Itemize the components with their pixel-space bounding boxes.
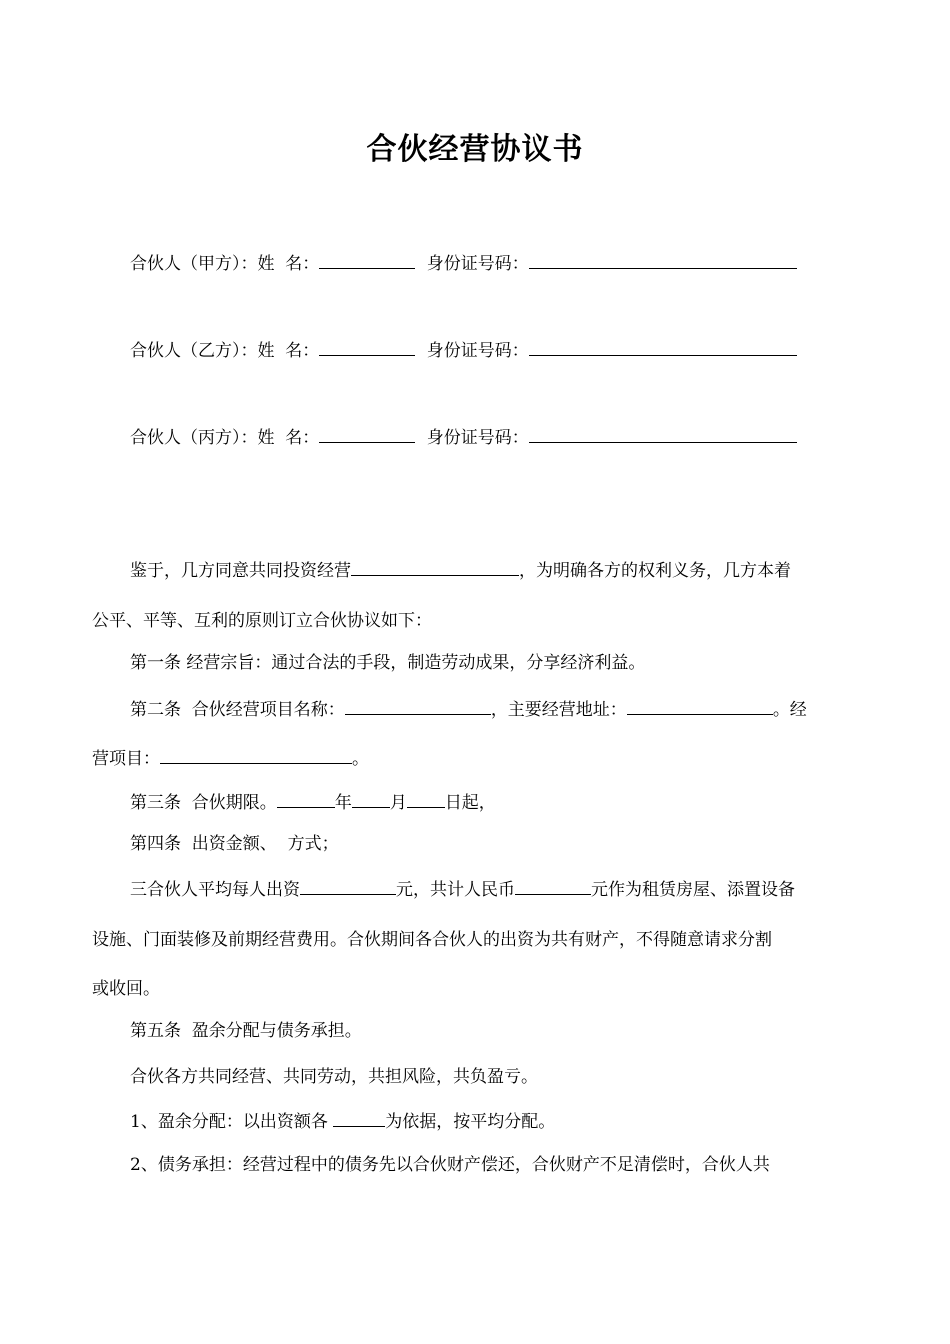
party-b-name-label: 姓 名： xyxy=(257,341,320,361)
article-2-text-a: 第二条 合伙经营项目名称： xyxy=(130,700,345,720)
intro-text-a: 鉴于，几方同意共同投资经营 xyxy=(130,561,351,581)
article-5-item-1 xyxy=(130,1108,555,1134)
article-4-text-b: 元，共计人民币 xyxy=(396,880,515,900)
party-b-label: 合伙人（乙方）： xyxy=(130,341,258,361)
party-a-label: 合伙人（甲方）： xyxy=(130,254,258,274)
article-3 xyxy=(130,789,496,815)
party-b-name-blank[interactable] xyxy=(319,337,415,356)
article-1: 第一条 经营宗旨：通过合法的手段，制造劳动成果，分享经济利益。 xyxy=(130,653,646,673)
article-3-month: 月 xyxy=(389,793,407,813)
business-items-blank[interactable] xyxy=(160,745,352,764)
article-2-text-b: ，主要经营地址： xyxy=(490,700,627,720)
article-4-line-2: 设施、门面装修及前期经营费用。合伙期间各合伙人的出资为共有财产，不得随意请求分割 xyxy=(92,930,772,950)
article-4-line-3: 或收回。 xyxy=(92,979,160,999)
article-4-heading: 第四条 出资金额、 方式； xyxy=(130,834,339,854)
party-b-id-label: 身份证号码： xyxy=(426,341,529,361)
intro-line-2: 公平、平等、互利的原则订立合伙协议如下： xyxy=(92,611,432,631)
year-blank[interactable] xyxy=(277,789,335,808)
party-a-id-label: 身份证号码： xyxy=(426,254,529,274)
party-c-id-blank[interactable] xyxy=(529,424,797,443)
article-2-text-e: 。 xyxy=(352,749,369,769)
article-2-line-1 xyxy=(130,696,807,722)
ratio-blank[interactable] xyxy=(333,1108,385,1127)
article-3-text-a: 第三条 合伙期限。 xyxy=(130,793,277,813)
day-blank[interactable] xyxy=(407,789,445,808)
article-5-item-1-text-a: 1、盈余分配：以出资额各 xyxy=(130,1112,334,1132)
intro-line-1 xyxy=(130,557,791,583)
party-b-id-blank[interactable] xyxy=(529,337,797,356)
party-a-name-label: 姓 名： xyxy=(257,254,320,274)
party-c-id-label: 身份证号码： xyxy=(426,428,529,448)
article-4-line-1 xyxy=(130,876,795,902)
article-2-text-d: 营项目： xyxy=(92,749,160,769)
article-5-item-2: 2、债务承担：经营过程中的债务先以合伙财产偿还，合伙财产不足清偿时，合伙人共 xyxy=(130,1155,770,1175)
article-5-heading: 第五条 盈余分配与债务承担。 xyxy=(130,1021,362,1041)
article-5-item-1-text-b: 为依据，按平均分配。 xyxy=(385,1112,556,1132)
article-3-day: 日起， xyxy=(444,793,496,813)
article-5-line-1: 合伙各方共同经营、共同劳动，共担风险，共负盈亏。 xyxy=(130,1067,538,1087)
article-2-line-2 xyxy=(92,745,369,771)
intro-text-b: ，为明确各方的权利义务，几方本着 xyxy=(519,561,791,581)
article-2-text-c: 。经 xyxy=(772,700,807,720)
month-blank[interactable] xyxy=(352,789,390,808)
project-name-blank[interactable] xyxy=(345,696,491,715)
business-blank[interactable] xyxy=(351,557,519,576)
document-title: 合伙经营协议书 xyxy=(366,132,584,167)
address-blank[interactable] xyxy=(627,696,773,715)
article-4-text-c: 元作为租赁房屋、添置设备 xyxy=(591,880,795,900)
party-a-name-blank[interactable] xyxy=(319,250,415,269)
party-c-label: 合伙人（丙方）： xyxy=(130,428,258,448)
party-a-id-blank[interactable] xyxy=(529,250,797,269)
total-amount-blank[interactable] xyxy=(515,876,591,895)
party-c-name-blank[interactable] xyxy=(319,424,415,443)
article-3-year: 年 xyxy=(334,793,352,813)
party-c-line xyxy=(130,424,797,450)
party-a-line xyxy=(130,250,797,276)
article-4-text-a: 三合伙人平均每人出资 xyxy=(130,880,300,900)
per-partner-amount-blank[interactable] xyxy=(300,876,396,895)
party-c-name-label: 姓 名： xyxy=(257,428,320,448)
party-b-line xyxy=(130,337,797,363)
